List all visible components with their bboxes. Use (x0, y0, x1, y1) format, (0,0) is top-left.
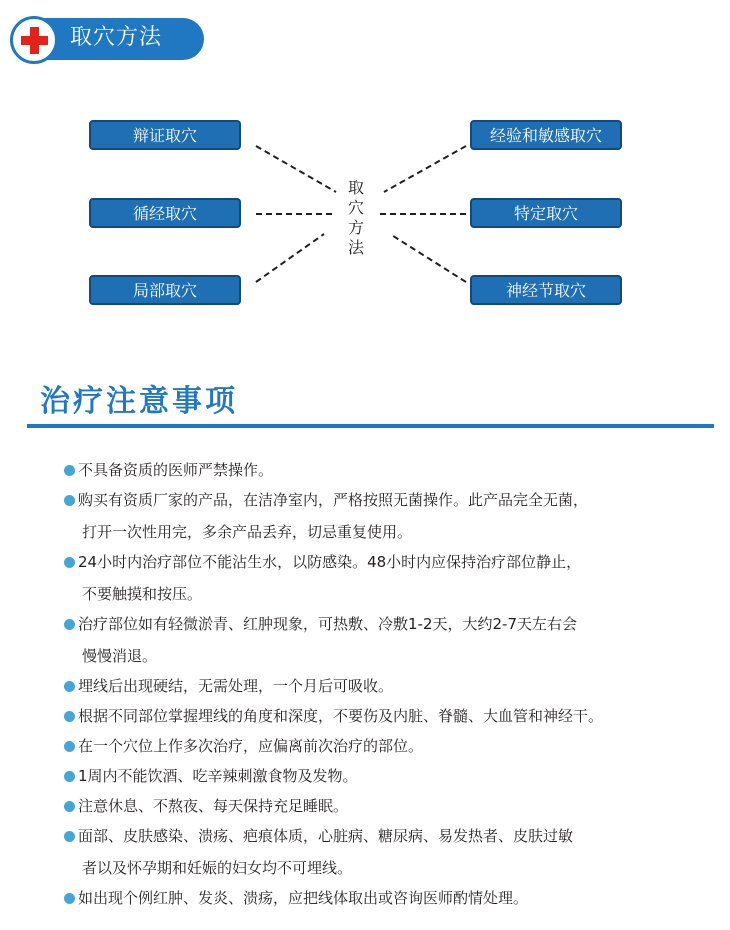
bullet-dot-icon (64, 801, 75, 812)
notes-divider (27, 424, 714, 428)
list-item (64, 490, 724, 543)
list-item-text: 不具备资质的医师严禁操作。 (78, 461, 274, 479)
list-item-text: 在一个穴位上作多次治疗，应偏离前次治疗的部位。 (78, 737, 424, 755)
list-item-text: 如出现个例红肿、发炎、溃疡，应把线体取出或咨询医师酌情处理。 (78, 889, 529, 907)
list-item-text: 埋线后出现硬结，无需处理，一个月后可吸收。 (78, 677, 394, 695)
list-item (64, 796, 724, 817)
node-right-2: 特定取穴 (470, 198, 622, 228)
connector-line (256, 146, 336, 192)
connector-line (256, 234, 324, 282)
list-item (64, 888, 724, 909)
bullet-dot-icon (64, 557, 75, 568)
list-item-text: 购买有资质厂家的产品，在洁净室内，严格按照无菌操作。此产品完全无菌， (78, 491, 589, 509)
list-item-text: 注意休息、不熬夜、每天保持充足睡眠。 (78, 797, 349, 815)
bullet-dot-icon (64, 893, 75, 904)
connector-line (384, 146, 466, 192)
node-right-1: 经验和敏感取穴 (470, 120, 622, 150)
node-left-3: 局部取穴 (89, 275, 241, 305)
list-item (64, 614, 724, 667)
notes-title: 治疗注意事项 (40, 384, 238, 419)
list-item-text: 根据不同部位掌握埋线的角度和深度，不要伤及内脏、脊髓、大血管和神经干。 (78, 707, 604, 725)
node-right-3: 神经节取穴 (470, 275, 622, 305)
list-item (64, 676, 724, 697)
acupoint-method-diagram (0, 100, 730, 330)
node-left-2: 循经取穴 (89, 198, 241, 228)
list-item-text: 慢慢消退。 (82, 647, 158, 665)
bullet-dot-icon (64, 741, 75, 752)
bullet-dot-icon (64, 495, 75, 506)
list-item-text: 不要触摸和按压。 (82, 585, 203, 603)
bullet-dot-icon (64, 465, 75, 476)
list-item-text: 打开一次性用完，多余产品丢弃，切忌重复使用。 (82, 523, 413, 541)
notes-list (64, 460, 724, 918)
connector-line (390, 234, 466, 282)
list-item-text: 24小时内治疗部位不能沾生水，以防感染。48小时内应保持治疗部位静止， (78, 553, 582, 571)
bullet-dot-icon (64, 681, 75, 692)
bullet-dot-icon (64, 619, 75, 630)
list-item (64, 706, 724, 727)
node-left-1: 辩证取穴 (89, 120, 241, 150)
red-cross-icon (10, 16, 58, 64)
list-item-text: 者以及怀孕期和妊娠的妇女均不可埋线。 (82, 859, 353, 877)
list-item (64, 552, 724, 605)
bullet-dot-icon (64, 831, 75, 842)
list-item-text: 治疗部位如有轻微淤青、红肿现象，可热敷、冷敷1-2天，大约2-7天左右会 (78, 615, 578, 633)
list-item (64, 460, 724, 481)
diagram-center-label: 取穴方法 (347, 178, 364, 257)
list-item-text: 1周内不能饮酒、吃辛辣刺激食物及发物。 (78, 767, 358, 785)
bullet-dot-icon (64, 771, 75, 782)
list-item-text: 面部、皮肤感染、溃疡、疤痕体质，心脏病、糖尿病、易发热者、皮肤过敏 (78, 827, 574, 845)
list-item (64, 766, 724, 787)
bullet-dot-icon (64, 711, 75, 722)
list-item (64, 736, 724, 757)
header-title: 取穴方法 (70, 25, 163, 50)
section-header-tab (10, 16, 206, 62)
list-item (64, 826, 724, 879)
